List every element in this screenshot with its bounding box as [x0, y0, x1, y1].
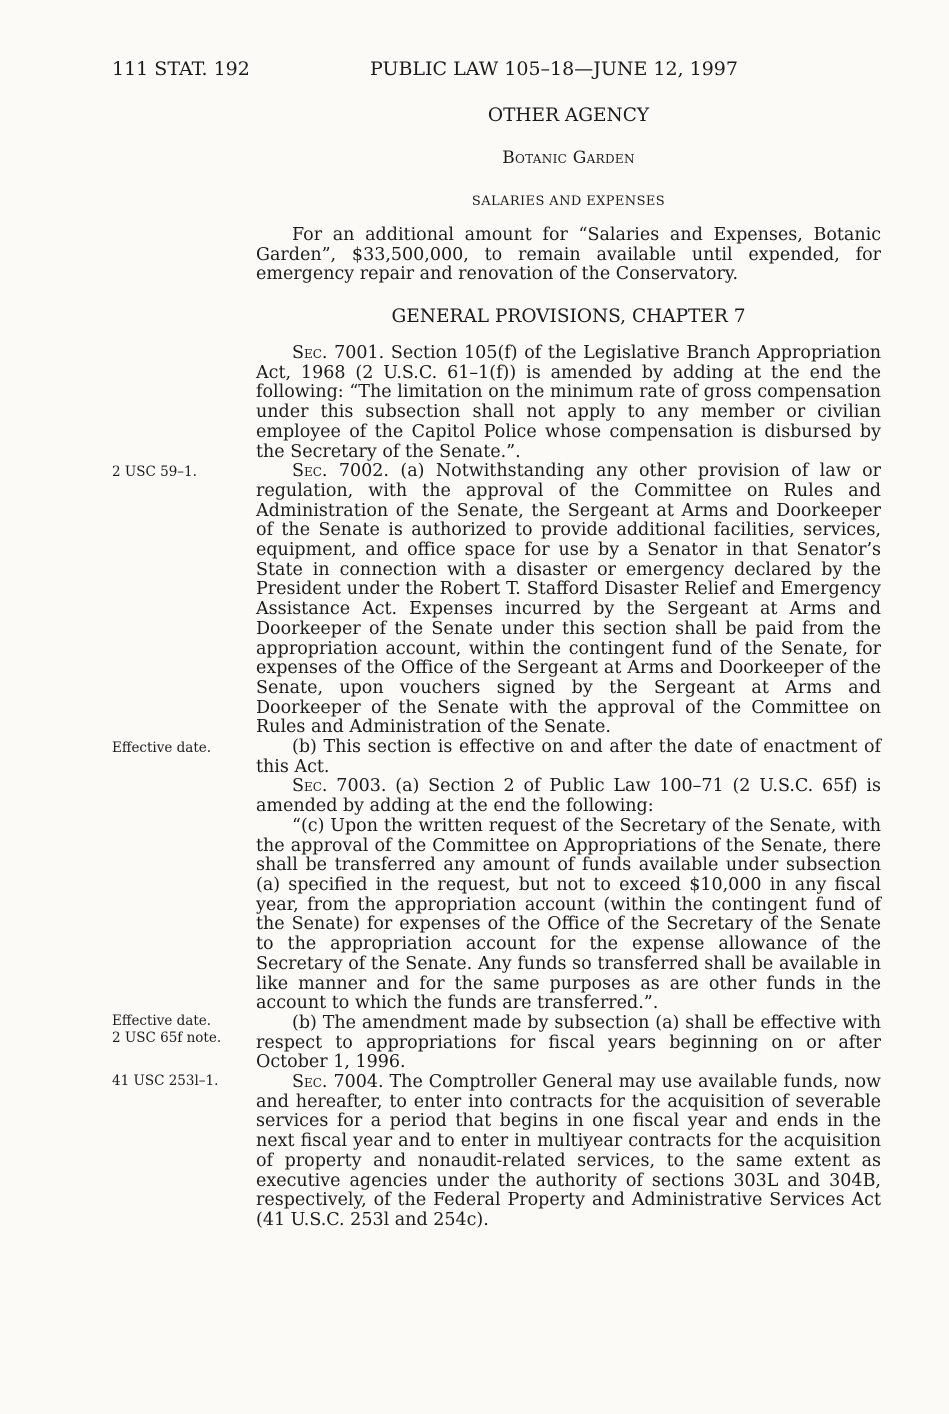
sec-7001-label: Sec. 7001.	[292, 343, 385, 363]
margin-note-41usc253l: 41 USC 253l–1.	[112, 1073, 219, 1089]
botanic-garden-paragraph	[256, 226, 881, 285]
general-provisions-text	[256, 344, 881, 1231]
sec-7002-a	[256, 462, 881, 738]
sec-7003-b: (b) The amendment made by subsection (a) shall be effective with respect to appropriations for fiscal years beginning on or after October 1, 1996.	[256, 1012, 881, 1073]
running-header	[112, 58, 770, 88]
margin-note-effective-date: Effective date.	[112, 740, 212, 756]
sec-7003-a	[256, 777, 881, 816]
sec-7003-c-quoted: “(c) Upon the written request of the Secretary of the Senate, with the approval of the Committee on Appropriations of the Senate, there shall be transferred any amount of funds available under subsection (a) specified in the request, but not to exceed $10,000 in any fiscal year, from the appropriation account (within the contingent fund of the Senate) for expenses of the Office of the Secretary of the Senate to the appropriation account for the expense allowance of the Secretary of the Senate. Any funds so transferred shall be available in like manner and for the same purposes as are other funds in the account to which the funds are transferred.”.	[256, 815, 881, 1014]
margin-note-2usc65f: 2 USC 65f note.	[112, 1030, 222, 1046]
sec-7004-label: Sec. 7004.	[292, 1072, 384, 1093]
sec-7004	[256, 1073, 881, 1231]
sec-7003-a-text: (a) Section 2 of Public Law 100–71 (2 U.S.C. 65f) is amended by adding at the end the following:	[256, 776, 882, 817]
margin-note-2usc59: 2 USC 59–1.	[112, 464, 197, 480]
sec-7002-b: (b) This section is effective on and after the date of enactment of this Act.	[256, 737, 881, 777]
sec-7001	[256, 344, 881, 462]
law-citation: PUBLIC LAW 105–18—JUNE 12, 1997	[370, 58, 738, 80]
heading-other-agency: OTHER AGENCY	[487, 105, 650, 126]
sec-7002-a-text: (a) Notwithstanding any other provision of law or regulation, with the approval of the Committee on Rules and Administration of the Senate, the Sergeant at Arms and Doorkeeper of the Senate is authorized to provide additional facilities, services, equipment, and office space for use by a Senator in that Senator’s State in connection with a disaster or emergency declared by the President under the Robert T. Stafford Disaster Relief and Emergency Assistance Act. Expenses incurred by the Sergeant at Arms and Doorkeeper of the Senate under this section shall be paid from the appropriation account, within the contingent fund of the Senate, for expenses of the Office of the Sergeant at Arms and Doorkeeper of the Senate, upon vouchers signed by the Sergeant at Arms and Doorkeeper of the Senate with the approval of the Committee on Rules and Administration of the Senate.	[256, 461, 881, 738]
margin-note-effective-date-2: Effective date.	[112, 1013, 212, 1029]
sec-7003-label: Sec. 7003.	[292, 776, 387, 797]
sec-7004-text: The Comptroller General may use available funds, now and hereafter, to enter into contracts for the acquisition of severable services for a period that begins in one fiscal year and ends in the next fiscal year and to enter in multiyear contracts for the acquisition of property and nonaudit-related services, to the same extent as executive agencies under the authority of sections 303L and 304B, respectively, of the Federal Property and Administrative Services Act (41 U.S.C. 253l and 254c).	[256, 1072, 881, 1230]
sec-7001-text: Section 105(f) of the Legislative Branch Appropriation Act, 1968 (2 U.S.C. 61–1(f)) is amended by adding at the end the following: “The limitation on the minimum rate of gross compensation under this subsection shall not apply to any member or civilian employee of the Capitol Police whose compensation is disbursed by the Secretary of the Senate.”.	[256, 343, 881, 462]
sec-7002-label: Sec. 7002.	[292, 461, 389, 482]
heading-general-provisions: GENERAL PROVISIONS, CHAPTER 7	[391, 306, 746, 327]
heading-botanic-garden: Botanic Garden	[502, 148, 635, 168]
heading-salaries-expenses: SALARIES AND EXPENSES	[471, 194, 666, 209]
botanic-text: For an additional amount for “Salaries and Expenses, Botanic Garden”, $33,500,000, to remain available until expended, for emergency repair and renovation of the Conservatory.	[256, 225, 881, 285]
page-folio: 111 STAT. 192	[112, 58, 250, 80]
